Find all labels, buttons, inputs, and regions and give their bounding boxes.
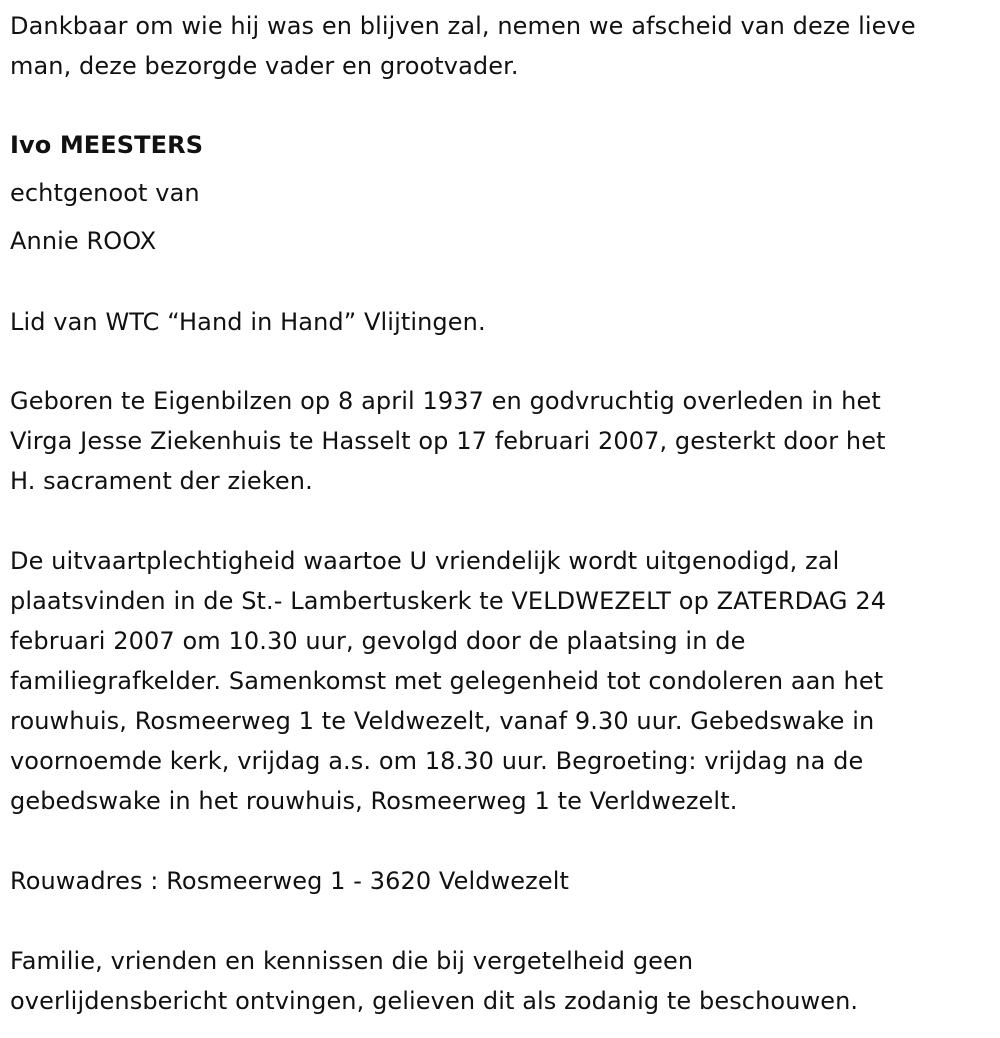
- birth-death-line: Virga Jesse Ziekenhuis te Hasselt op 17 februari 2007, gesterkt door het: [10, 427, 886, 455]
- deceased-name: Ivo MEESTERS: [10, 131, 204, 159]
- funeral-line: plaatsvinden in de St.- Lambertuskerk te VELDWEZELT op ZATERDAG 24: [10, 587, 887, 615]
- birth-death-paragraph: [10, 381, 886, 501]
- funeral-paragraph: [10, 541, 886, 821]
- funeral-line: familiegrafkelder. Samenkomst met gelegenheid tot condoleren aan het: [10, 667, 884, 695]
- funeral-line: februari 2007 om 10.30 uur, gevolgd door de plaatsing in de: [10, 627, 746, 655]
- membership-text: Lid van WTC “Hand in Hand” Vlijtingen.: [10, 308, 486, 336]
- birth-death-line: H. sacrament der zieken.: [10, 467, 313, 495]
- funeral-line: gebedswake in het rouwhuis, Rosmeerweg 1 te Verldwezelt.: [10, 787, 738, 815]
- spouse-name: Annie ROOX: [10, 227, 157, 255]
- family-note-line: Familie, vrienden en kennissen die bij vergetelheid geen: [10, 947, 694, 975]
- intro-line: Dankbaar om wie hij was en blijven zal, nemen we afscheid van deze lieve: [10, 12, 916, 40]
- family-note-line: overlijdensbericht ontvingen, gelieven dit als zodanig te beschouwen.: [10, 987, 859, 1015]
- mourning-address: Rouwadres : Rosmeerweg 1 - 3620 Veldwezelt: [10, 867, 569, 895]
- relation-label: echtgenoot van: [10, 179, 200, 207]
- funeral-line: voornoemde kerk, vrijdag a.s. om 18.30 uur. Begroeting: vrijdag na de: [10, 747, 864, 775]
- family-note-paragraph: [10, 941, 858, 1021]
- intro-paragraph: [10, 6, 916, 86]
- funeral-line: rouwhuis, Rosmeerweg 1 te Veldwezelt, vanaf 9.30 uur. Gebedswake in: [10, 707, 875, 735]
- intro-line: man, deze bezorgde vader en grootvader.: [10, 52, 519, 80]
- funeral-line: De uitvaartplechtigheid waartoe U vriendelijk wordt uitgenodigd, zal: [10, 547, 840, 575]
- birth-death-line: Geboren te Eigenbilzen op 8 april 1937 en godvruchtig overleden in het: [10, 387, 881, 415]
